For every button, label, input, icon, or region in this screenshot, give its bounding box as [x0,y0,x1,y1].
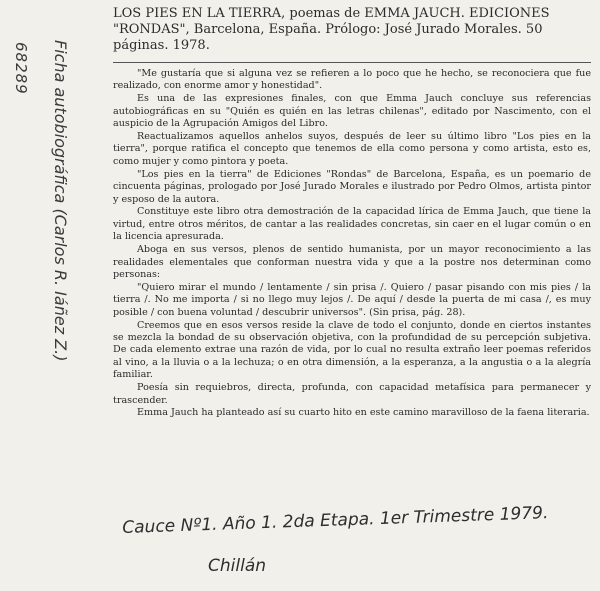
archive-id-handwritten: 68289 [12,42,30,95]
paragraph: Reactualizamos aquellos anhelos suyos, después de leer su último libro "Los pies en la tierra", porque ratifica el concepto que tenemos de ella como persona y como artista, esto es, como mujer y como pintora y poeta. [113,131,591,167]
handwritten-city-note: Chillán [208,556,267,576]
paragraph: Constituye este libro otra demostración de la capacidad lírica de Emma Jauch, que tiene la virtud, entre otros méritos, de cantar a las realidades concretas, sin caer en el lugar común o en la licencia apresurada. [113,206,591,243]
header-line-2: "RONDAS", Barcelona, España. Prólogo: José Jurado Morales. 50 [113,22,543,37]
paragraph: Creemos que en esos versos reside la clave de todo el conjunto, donde en ciertos instantes se mezcla la bondad de su observación objetiva, con la profundidad de su percepción subjetiva. De cada elemento extrae una razón de vida, por lo cual no resulta extraño leer poemas referidos al vino, a la lluvia o a la lechuza; o en otra dimensión, a la esperanza, a la angustia o a la alegría familiar. [113,319,591,381]
article-body [113,68,591,420]
handwritten-source-note: Cauce Nº1. Año 1. 2da Etapa. 1er Trimestre 1979. [122,503,549,538]
paragraph: Poesía sin requiebros, directa, profunda, con capacidad metafísica para permanecer y trascender. [113,382,591,406]
header-divider [113,62,591,63]
paragraph-poem-quote: "Quiero mirar el mundo / lentamente / sin prisa /. Quiero / pasar pisando con mis pies / la tierra /. No me importa / si no llego muy lejos /. De aquí / desde la puerta de mi casa /, es muy posible / con buena voluntad / descubrir universos". (Sin prisa, pág. 28). [113,281,591,318]
margin-annotation-handwritten: Ficha autobiográfica (Carlos R. Iáñez Z.) [51,40,70,362]
header-line-1: LOS PIES EN LA TIERRA, poemas de EMMA JAUCH. EDICIONES [113,6,550,21]
paragraph: Es una de las expresiones finales, con que Emma Jauch concluye sus referencias autobiográficas en su "Quién es quién en las letras chilenas", editado por Nascimento, con el auspicio de la Agrupación Amigos del Libro. [113,93,591,130]
paragraph-quote: "Me gustaría que si alguna vez se refieren a lo poco que he hecho, se reconociera que fue realizado, con enorme amor y honestidad". [113,68,591,92]
paragraph: "Los pies en la tierra" de Ediciones "Rondas" de Barcelona, España, es un poemario de cincuenta páginas, prologado por José Jurado Morales e ilustrado por Pedro Olmos, artista pintor y esposo de la autora. [113,168,591,205]
paragraph-closing: Emma Jauch ha planteado así su cuarto hito en este camino maravilloso de la faena literaria. [137,407,590,419]
article-header [113,6,591,54]
paragraph: Aboga en sus versos, plenos de sentido humanista, por un mayor reconocimiento a las realidades elementales que conforman nuestra vida y que a la postre nos determinan como personas: [113,244,591,280]
header-line-3: páginas. 1978. [113,38,210,53]
